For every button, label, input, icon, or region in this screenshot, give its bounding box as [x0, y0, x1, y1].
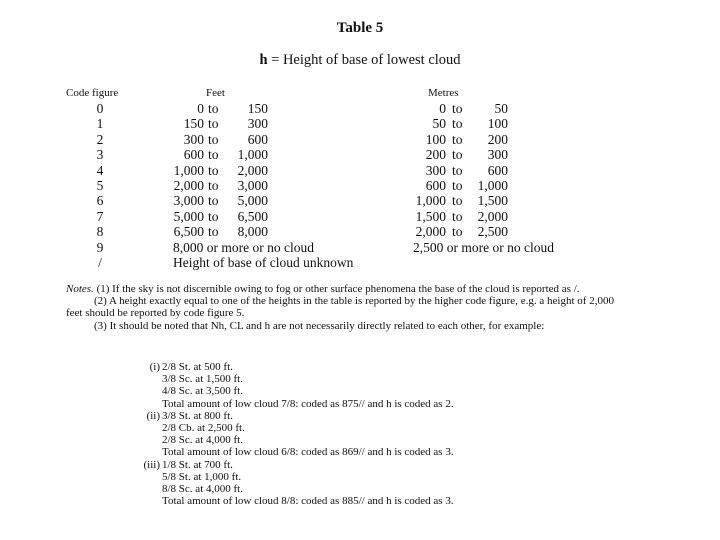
example-line — [134, 410, 614, 422]
feet-to-word: to — [208, 224, 219, 240]
subtitle-symbol: h — [259, 52, 268, 68]
metres-from: 50 — [432, 116, 446, 132]
example-text: 3/8 Sc. at 1,500 ft. — [162, 373, 243, 386]
header-feet: Feet — [206, 87, 225, 99]
example-line — [134, 446, 614, 458]
feet-to-word: to — [208, 147, 219, 163]
code-figure: 2 — [96, 131, 104, 147]
table-subtitle — [0, 52, 720, 69]
metres-to-word: to — [452, 131, 463, 147]
feet-from: 150 — [183, 116, 204, 132]
metres-to: 50 — [494, 101, 508, 116]
metres-to-word: to — [452, 208, 463, 224]
feet-to: 1,000 — [237, 147, 268, 163]
table-row — [0, 147, 720, 162]
example-text: Total amount of low cloud 6/8: coded as 869// and h is coded as 3. — [162, 446, 454, 459]
metres-to-word: to — [452, 193, 463, 209]
code-figure: 0 — [96, 101, 104, 116]
example-text: 2/8 St. at 500 ft. — [162, 361, 233, 373]
height-table — [0, 101, 720, 270]
feet-range: Height of base of cloud unknown — [173, 254, 354, 270]
feet-from: 5,000 — [173, 208, 204, 224]
table-row — [0, 116, 720, 131]
metres-to-word: to — [452, 177, 463, 193]
metres-to: 2,000 — [477, 208, 508, 224]
example-text: 2/8 Sc. at 4,000 ft. — [162, 434, 243, 447]
feet-to: 6,500 — [237, 208, 268, 224]
metres-from: 600 — [425, 177, 446, 193]
table-row — [0, 240, 720, 255]
code-figure: / — [98, 254, 102, 270]
feet-to-word: to — [208, 131, 219, 147]
metres-to-word: to — [452, 162, 463, 178]
code-figure: 4 — [96, 162, 104, 178]
code-figure: 6 — [96, 193, 104, 209]
metres-from: 1,000 — [415, 193, 446, 209]
example-line — [134, 361, 614, 373]
example-label: (i) — [149, 361, 160, 373]
note-3: (3) It should be noted that Nh, CL and h are not necessarily directly related to each other, for example: — [94, 319, 545, 332]
feet-from: 0 — [197, 101, 204, 116]
feet-to-word: to — [208, 208, 219, 224]
table-row — [0, 255, 720, 270]
example-label: (iii) — [143, 458, 160, 471]
notes-section — [66, 283, 614, 332]
feet-to: 5,000 — [237, 193, 268, 209]
feet-to-word: to — [208, 162, 219, 178]
feet-from: 600 — [183, 147, 204, 163]
metres-to-word: to — [452, 101, 463, 116]
feet-to: 600 — [247, 131, 268, 147]
metres-to: 1,000 — [477, 177, 508, 193]
metres-from: 1,500 — [415, 208, 446, 224]
example-text: Total amount of low cloud 7/8: coded as 875// and h is coded as 2. — [162, 397, 454, 410]
feet-from: 6,500 — [173, 224, 204, 240]
metres-to: 600 — [487, 162, 508, 178]
header-code-figure: Code figure — [66, 87, 119, 99]
metres-to: 100 — [487, 116, 508, 132]
code-figure: 1 — [96, 116, 104, 132]
feet-range: 8,000 or more or no cloud — [173, 239, 314, 255]
example-text: 2/8 Cb. at 2,500 ft. — [162, 421, 245, 434]
note-2: (2) A height exactly equal to one of the heights in the table is reported by the higher code figure, e.g. a height of 2,000 feet should be reported by code figure 5. — [66, 295, 614, 320]
example-line — [134, 483, 614, 495]
code-figure: 5 — [96, 177, 104, 193]
example-line — [134, 373, 614, 385]
note-1: (1) If the sky is not discernible owing to fog or other surface phenomena the base of the cloud is reported as /. — [93, 283, 580, 295]
feet-from: 300 — [183, 131, 204, 147]
metres-to: 1,500 — [477, 193, 508, 209]
metres-to-word: to — [452, 116, 463, 132]
example-line — [134, 459, 614, 471]
code-figure: 8 — [96, 224, 104, 240]
code-figure: 3 — [96, 147, 104, 163]
example-text: 3/8 St. at 800 ft. — [162, 409, 233, 422]
feet-to: 3,000 — [237, 177, 268, 193]
metres-range: 2,500 or more or no cloud — [413, 239, 554, 255]
table-title: Table 5 — [336, 20, 384, 36]
subtitle-text: = Height of base of lowest cloud — [267, 52, 461, 68]
table-row — [0, 224, 720, 239]
metres-from: 2,000 — [415, 224, 446, 240]
metres-to: 300 — [487, 147, 508, 163]
table-row — [0, 101, 720, 116]
feet-to: 300 — [247, 116, 268, 132]
table-row — [0, 178, 720, 193]
notes-label: Notes. — [66, 283, 94, 295]
metres-to: 2,500 — [477, 224, 508, 240]
examples-list — [134, 361, 614, 507]
feet-to-word: to — [208, 177, 219, 193]
feet-from: 1,000 — [173, 162, 204, 178]
example-line — [134, 495, 614, 507]
table-row — [0, 163, 720, 178]
example-line — [134, 398, 614, 410]
feet-to-word: to — [208, 193, 219, 209]
example-line — [134, 422, 614, 434]
metres-from: 0 — [439, 101, 446, 116]
example-text: 8/8 Sc. at 4,000 ft. — [162, 482, 243, 495]
feet-from: 2,000 — [173, 177, 204, 193]
table-row — [0, 209, 720, 224]
code-figure: 9 — [96, 239, 104, 255]
feet-to-word: to — [208, 116, 219, 132]
example-line — [134, 385, 614, 397]
feet-to-word: to — [208, 101, 219, 116]
code-figure: 7 — [96, 208, 104, 224]
metres-to: 200 — [487, 131, 508, 147]
example-text: 1/8 St. at 700 ft. — [162, 458, 233, 471]
feet-to: 2,000 — [237, 162, 268, 178]
example-text: 4/8 Sc. at 3,500 ft. — [162, 385, 243, 398]
metres-to-word: to — [452, 224, 463, 240]
example-line — [134, 434, 614, 446]
feet-to: 8,000 — [237, 224, 268, 240]
table-row — [0, 132, 720, 147]
feet-from: 3,000 — [173, 193, 204, 209]
metres-from: 300 — [425, 162, 446, 178]
feet-to: 150 — [247, 101, 268, 116]
metres-from: 200 — [425, 147, 446, 163]
table-row — [0, 193, 720, 208]
metres-to-word: to — [452, 147, 463, 163]
example-label: (ii) — [146, 409, 160, 422]
example-text: Total amount of low cloud 8/8: coded as 885// and h is coded as 3. — [162, 495, 454, 508]
header-metres: Metres — [428, 87, 459, 99]
metres-from: 100 — [425, 131, 446, 147]
example-line — [134, 471, 614, 483]
example-text: 5/8 St. at 1,000 ft. — [162, 470, 242, 483]
